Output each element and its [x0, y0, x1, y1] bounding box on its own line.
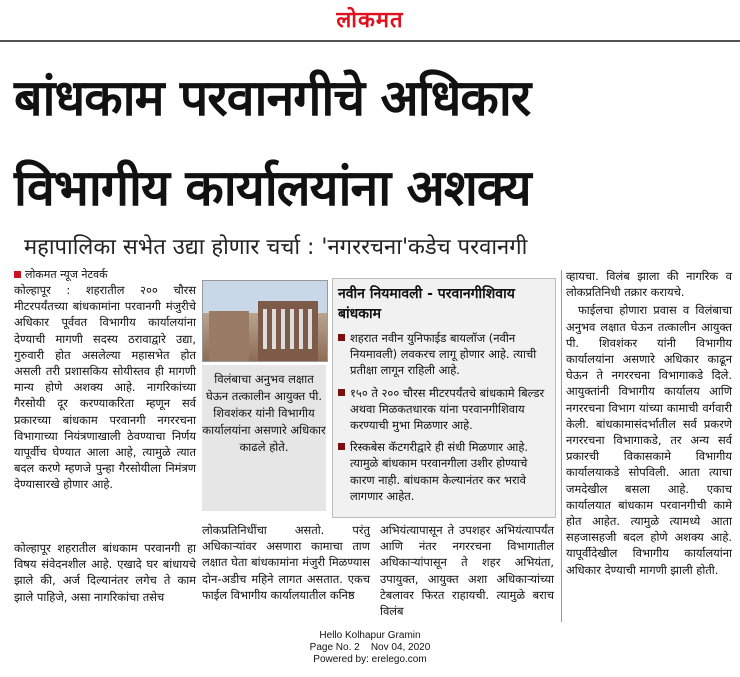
article-paragraph-6: फाईलचा होणारा प्रवास व विलंबाचा अनुभव लक्षात घेऊन तत्कालीन आयुक्त पी. शिवशंकर यांनी विभागीय कार्यालयांना असणारे अधिकार काढून घेऊन ते नगररचना विभागाकडे दिले. आयुक्तांनी विभागीय कार्यालय आणि नगररचना विभाग यांच्या कामाची वर्गवारी केली. बांधकामासंदर्भातील सर्व प्रकरणे नगररचना विभागाकडे, तर अन्य सर्व प्रकारची विकासकामे विभागीय कार्यालयाकडे सोपविली. आता त्याचा जमदेखील बसला आहे. एकाच कार्यालयात बांधकाम परवानगीची कामे होत आहेत. त्यामुळे त्यामध्ये आता सहजासहजी बदल होणे अशक्य आहे. यापूर्वीदेखील विभागीय कार्यालयांना अधिकार देण्याची मागणी झाली होती. [566, 303, 732, 577]
masthead-rule [0, 40, 740, 42]
article-col3 [380, 522, 554, 619]
sidebar-item: १५० ते २०० चौरस मीटरपर्यंतचे बांधकामे बिल्डर अथवा मिळकतधारक यांना परवानगीशिवाय करण्याची मुभा मिळणार आहे. [338, 385, 552, 434]
column-divider [561, 270, 562, 622]
article-col4 [566, 268, 732, 578]
photo-windows [263, 309, 313, 349]
sidebar-list [338, 330, 552, 510]
masthead-logo: लोकमत [336, 7, 404, 33]
footer-powered-by: Powered by: erelego.com [313, 654, 427, 665]
article-col1-continued [14, 540, 196, 605]
article-paragraph-5: व्हायचा. विलंब झाला की नागरिक व लोकप्रतिनिधी तक्रार करायचे. [566, 269, 732, 300]
article-paragraph-1: कोल्हापूर : शहरातील २०० चौरस मीटरपर्यंतच्या बांधकामांना परवानगी मंजुरीचे अधिकार पूर्ववत विभागीय कार्यालयांना देण्याची मागणी सदस्य ठरावाद्वारे उद्या, गुरुवारी होत असलेल्या महासभेत होत असली तरी प्रशासकिय सोयीस्तव ही मागणी मान्य होणे अशक्य आहे. नागरिकांच्या गैरसोयी दूर करण्याकरिता म्हणून सर्व प्रकारच्या बांधकाम परवानगी नगररचना विभागाच्या नियंत्रणाखाली ठेवण्याचा निर्णय यापूर्वीच घेण्यात आला आहे, त्यामुळे त्यात बदल करणे म्हणजे पुन्हा गैरसोयीला निमंत्रण देण्यासारखे होणार आहे. [14, 283, 196, 492]
article-paragraph-4: अभियंत्यापासून ते उपशहर अभियंत्यापर्यंत आणि नंतर नगररचना विभागातील अधिकाऱ्यांपासून ते शहर अभियंता, उपायुक्त, आयुक्त अशा अधिकाऱ्यांच्या टेबलावर फिरत राहायची. त्यामुळे बराच विलंब [380, 523, 554, 619]
byline-marker [14, 271, 21, 278]
article-paragraph-3: लोकप्रतिनिधींचा असतो. परंतु अधिकाऱ्यांवर असणारा कामाचा ताण लक्षात घेता बांधकामांना मंजुरी मिळण्यास दोन-अडीच महिने लागत असतात. एकच फाईल विभागीय कार्यालयातील कनिष्ठ [202, 523, 370, 602]
sidebar-item: शहरात नवीन युनिफाईड बायलॉज (नवीन नियमावली) लवकरच लागू होणार आहे. त्याची प्रतीक्षा लागून राहिली आहे. [338, 330, 552, 379]
byline-text: लोकमत न्यूज नेटवर्क [25, 268, 108, 281]
headline-line2: विभागीय कार्यालयांना अशक्य [14, 159, 531, 217]
headline-line1: बांधकाम परवानगीचे अधिकार [14, 69, 531, 127]
footer-edition: Hello Kolhapur Gramin [319, 630, 421, 641]
building-photo [202, 280, 328, 362]
page-footer [270, 630, 470, 666]
sidebar-title: नवीन नियमावली - परवानगीशिवाय बांधकाम [338, 286, 515, 322]
article-col1 [14, 282, 196, 493]
footer-page-date: Page No. 2 Nov 04, 2020 [309, 642, 431, 653]
photo-building-left [209, 311, 249, 361]
byline [14, 267, 108, 282]
sidebar-item: रिस्कबेस कॅटगरीद्वारे ही संधी मिळणार आहे. त्यामुळे बांधकाम परवानगीला उशीर होण्याचे कारण नाही. बांधकाम केल्यानंतर कर भरावे लागणार आहेत. [338, 439, 552, 504]
photo-caption: विलंबाचा अनुभव लक्षात घेऊन तत्कालीन आयुक्त पी. शिवशंकर यांनी विभागीय कार्यालयांना असणारे अधिकार काढले होते. [202, 365, 326, 511]
subheadline: महापालिका सभेत उद्या होणार चर्चा : 'नगररचना'कडेच परवानगी [24, 235, 528, 260]
article-paragraph-2: कोल्हापूर शहरातील बांधकाम परवानगी हा विषय संवेदनशील आहे. एखादे घर बांधायचे झाले की, अर्ज दिल्यानंतर लगेच ते काम झाले पाहिजे, असा नागरिकांचा तसेच [14, 541, 196, 604]
article-col2 [202, 522, 370, 603]
